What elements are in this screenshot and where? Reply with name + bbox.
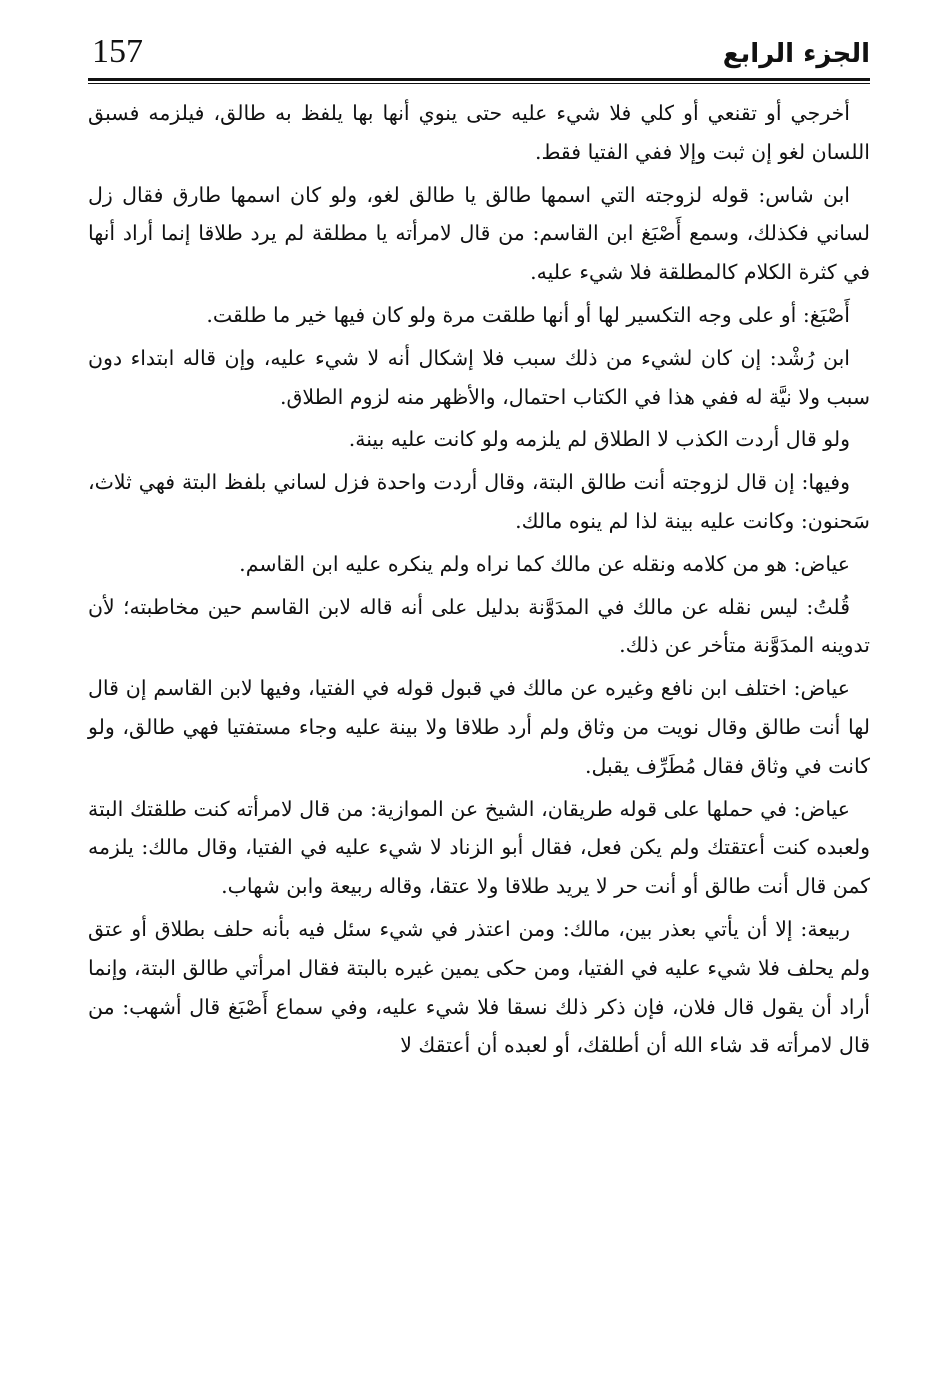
paragraph: عياض: في حملها على قوله طريقان، الشيخ عن الموازية: من قال لامرأته كنت طلقتك البتة ولعبده كنت أعتقتك ولم يكن فعل، فقال أبو الزناد لا شيء عليه في الفتيا، وقال مالك: يلزمه كمن قال أنت طالق أو أنت حر لا يريد طلاقا ولا عتقا، وقاله ربيعة وابن شهاب. — [88, 796, 870, 899]
body-text — [88, 94, 870, 1065]
paragraph: ابن رُشْد: إن كان لشيء من ذلك سبب فلا إشكال أنه لا شيء عليه، وإن قاله ابتداء دون سبب ولا نيَّة له ففي هذا في الكتاب احتمال، والأظهر منه لزوم الطلاق. — [88, 345, 870, 409]
paragraph: عياض: اختلف ابن نافع وغيره عن مالك في قبول قوله في الفتيا، وفيها لابن القاسم إن قال لها أنت طالق وقال نويت من وثاق ولم أرد طلاقا ولا بينة عليه وجاء مستفتيا فهي طالق، ولو كانت في وثاق فقال مُطَرِّف يقبل. — [88, 676, 870, 778]
paragraph: أَصْبَغ: أو على وجه التكسير لها أو أنها طلقت مرة ولو كان فيها خير ما طلقت. — [206, 302, 850, 327]
paragraph: قُلتُ: ليس نقله عن مالك في المدَوَّنة بدليل على أنه قاله لابن القاسم حين مخاطبته؛ لأن تدوينه المدَوَّنة متأخر عن ذلك. — [88, 594, 870, 658]
page-number: 157 — [92, 33, 143, 70]
running-head: الجزء الرابع — [722, 39, 870, 69]
paragraph: ولو قال أردت الكذب لا الطلاق لم يلزمه ولو كانت عليه بينة. — [348, 427, 850, 452]
paragraph: ابن شاس: قوله لزوجته التي اسمها طالق يا طالق لغو، ولو كان اسمها طارق فقال زل لساني فكذلك، وسمع أَصْبَغ ابن القاسم: من قال لامرأته يا مطلقة لم يرد طلاقا إنما أراد أنها في كثرة الكلام كالمطلقة فلا شيء عليه. — [88, 182, 870, 285]
paragraph: أخرجي أو تقنعي أو كلي فلا شيء عليه حتى ينوي أنها بها يلفظ به طالق، فيلزمه فسبق اللسان لغو إن ثبت وإلا ففي الفتيا فقط. — [88, 101, 870, 164]
paragraph: ربيعة: إلا أن يأتي بعذر بين، مالك: ومن اعتذر في شيء سئل فيه بأنه حلف بطلاق أو عتق ولم يحلف فلا شيء عليه في الفتيا، ومن حكى يمين غيره بالبتة فقال امرأتي طالق البتة، وإنما أراد أن يقول قال فلان، فإن ذكر ذلك نسقا فلا شيء عليه، وفي سماع أَصْبَغ قال أشهب: من قال لامرأته قد شاء الله أن أطلقك، أو لعبده أن أعتقك لا — [88, 916, 870, 1058]
paragraph: عياض: هو من كلامه ونقله عن مالك كما نراه ولم ينكره عليه ابن القاسم. — [239, 551, 850, 576]
header-rule — [88, 78, 870, 84]
book-page — [88, 20, 870, 1069]
paragraph: وفيها: إن قال لزوجته أنت طالق البتة، وقال أردت واحدة فزل لساني بلفظ البتة فهي ثلاث، سَحنون: وكانت عليه بينة لذا لم ينوه مالك. — [88, 470, 870, 533]
page-header — [88, 20, 870, 80]
